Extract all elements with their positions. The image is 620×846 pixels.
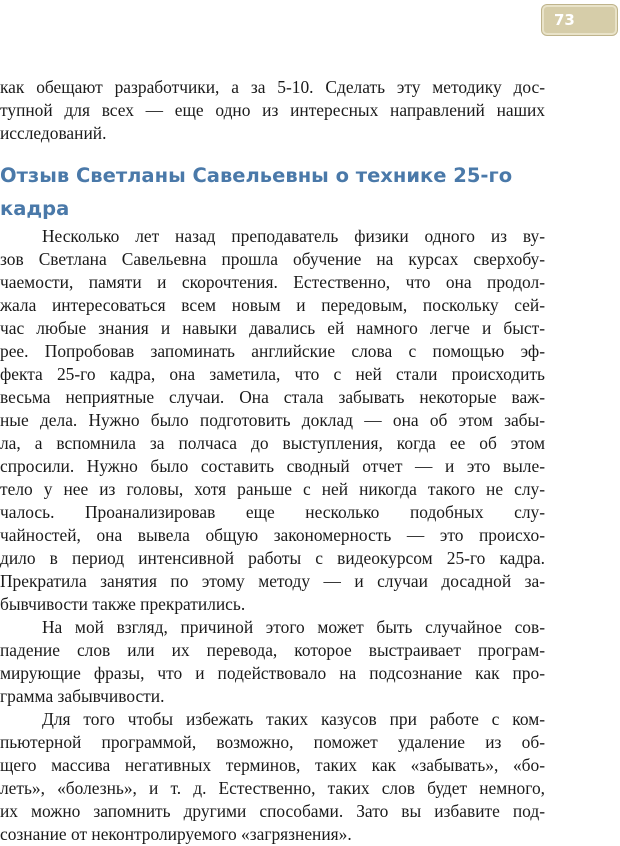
text-line: весьма неприятные случаи. Она стала забывать некоторые важ- [0,387,545,407]
page-number-badge: 73 [542,5,617,35]
text-line: сознание от неконтролируемого «загрязнения». [0,824,352,844]
text-line: ные дела. Нужно было подготовить доклад — она об этом забы- [0,410,545,430]
text-line: дило в период интенсивной работы с видеокурсом 25-го кадра. [0,548,545,568]
text-line: чаемости, памяти и скорочтения. Естественно, что она продол- [0,272,545,292]
text-line: зов Светлана Савельевна прошла обучение на курсах сверхобу- [0,249,545,269]
text-line: На мой взгляд, причиной этого может быть случайное сов- [42,617,545,637]
text-line: Для того чтобы избежать таких казусов при работе с ком- [42,709,545,729]
text-line: как обещают разработчики, а за 5-10. Сделать эту методику дос- [0,77,545,97]
text-line: фекта 25-го кадра, она заметила, что с ней стали происходить [0,364,545,384]
paragraph-2 [0,616,545,708]
text-line: рее. Попробовав запоминать английские слова с помощью эф- [0,341,545,361]
text-line: леть», «болезнь», и т. д. Естественно, таких слов будет немного, [0,778,545,798]
paragraph-1 [0,225,545,616]
text-line: щего массива негативных терминов, таких как «забывать», «бо- [0,755,545,775]
heading-line: кадра [0,197,70,220]
text-line: грамма забывчивости. [0,686,165,706]
text-line: тело у нее из головы, хотя раньше с ней никогда такого не слу- [0,479,545,499]
intro-paragraph [0,76,545,145]
text-line: мирующие фразы, что и подействовало на подсознание как про- [0,663,545,683]
text-line: Прекратила занятия по этому методу — и случаи досадной за- [0,571,545,591]
text-line: тупной для всех — еще одно из интересных направлений наших [0,100,545,120]
text-line: их можно запомнить другими способами. Зато вы избавите под- [0,801,545,821]
text-line: падение слов или их перевода, которое выстраивает програм- [0,640,545,660]
text-line: чалось. Проанализировав еще несколько подобных слу- [0,502,545,522]
text-line: пьютерной программой, возможно, поможет удаление из об- [0,732,545,752]
text-line: спросили. Нужно было составить сводный отчет — и это выле- [0,456,545,476]
section-heading [0,159,545,225]
text-line: Несколько лет назад преподаватель физики одного из ву- [42,226,545,246]
text-line: жала интересоваться всем новым и передовым, поскольку сей- [0,295,545,315]
text-line: чайностей, она вывела общую закономерность — это происхо- [0,525,545,545]
page-content [0,76,545,846]
text-line: ла, а вспомнила за полчаса до выступления, когда ее об этом [0,433,545,453]
heading-line: Отзыв Светланы Савельевны о технике 25-го [0,164,513,187]
paragraph-3 [0,708,545,846]
text-line: бывчивости также прекратились. [0,594,246,614]
text-line: час любые знания и навыки давались ей намного легче и быст- [0,318,545,338]
text-line: исследований. [0,123,107,143]
